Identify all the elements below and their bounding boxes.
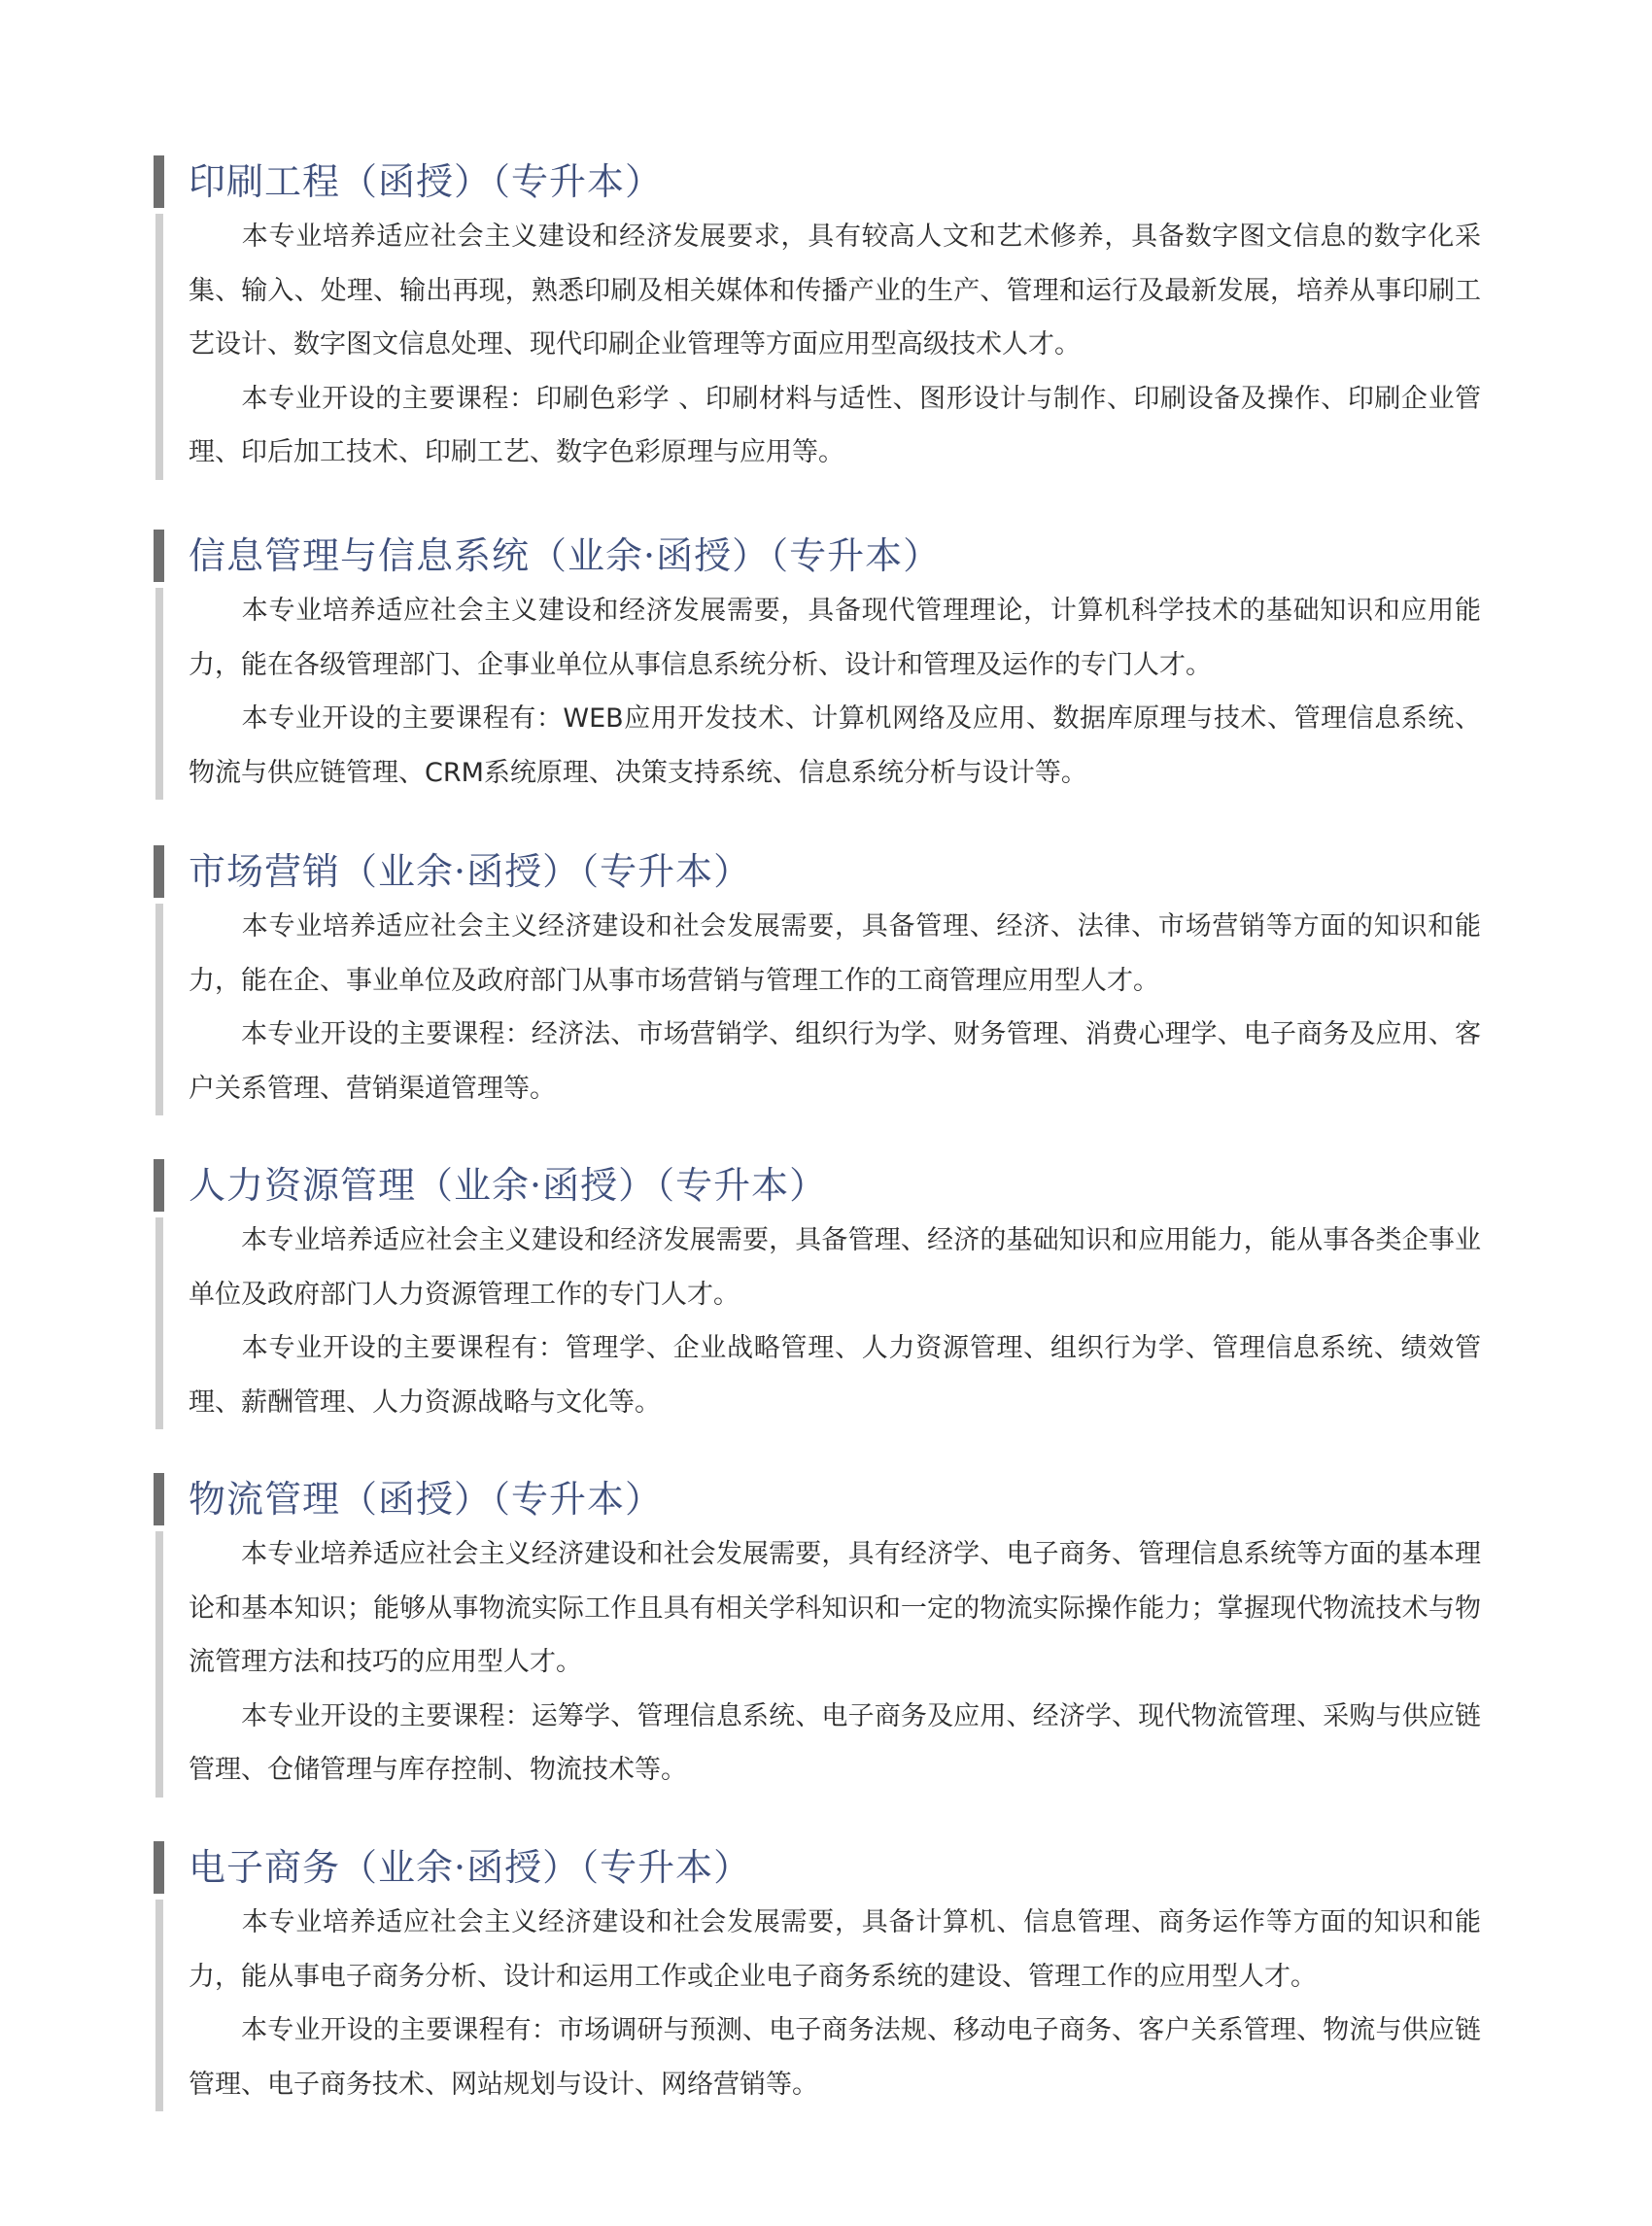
major-description: 本专业培养适应社会主义经济建设和社会发展需要，具备管理、经济、法律、市场营销等方面的知识和能力，能在企、事业单位及政府部门从事市场营销与管理工作的工商管理应用型人才。 <box>189 911 1481 996</box>
major-body <box>154 1527 1481 1798</box>
major-courses: 本专业开设的主要课程有：WEB应用开发技术、计算机网络及应用、数据库原理与技术、管理信息系统、物流与供应链管理、CRM系统原理、决策支持系统、信息系统分析与设计等。 <box>189 703 1481 788</box>
title-accent-bar <box>154 1841 164 1894</box>
major-section <box>154 1471 1481 1798</box>
title-accent-bar <box>154 1159 164 1212</box>
major-section <box>154 1839 1481 2111</box>
major-courses: 本专业开设的主要课程：经济法、市场营销学、组织行为学、财务管理、消费心理学、电子商务及应用、客户关系管理、营销渠道管理等。 <box>189 1019 1481 1104</box>
major-body <box>154 210 1481 480</box>
major-description: 本专业培养适应社会主义建设和经济发展需要，具备管理、经济的基础知识和应用能力，能从事各类企事业单位及政府部门人力资源管理工作的专门人才。 <box>189 1225 1481 1310</box>
major-section <box>154 154 1481 480</box>
major-section <box>154 528 1481 800</box>
major-description: 本专业培养适应社会主义建设和经济发展要求，具有较高人文和艺术修养，具备数字图文信息的数字化采集、输入、处理、输出再现，熟悉印刷及相关媒体和传播产业的生产、管理和运行及最新发展，培养从事印刷工艺设计、数字图文信息处理、现代印刷企业管理等方面应用型高级技术人才。 <box>189 222 1481 360</box>
major-title: 人力资源管理（业余·函授）（专升本） <box>189 1164 828 1207</box>
major-courses: 本专业开设的主要课程：运筹学、管理信息系统、电子商务及应用、经济学、现代物流管理、采购与供应链管理、仓储管理与库存控制、物流技术等。 <box>189 1700 1481 1785</box>
major-title: 信息管理与信息系统（业余·函授）（专升本） <box>189 534 942 577</box>
title-accent-bar <box>154 155 164 208</box>
body-accent-bar <box>155 588 163 800</box>
major-body <box>154 1214 1481 1429</box>
major-title: 物流管理（函授）（专升本） <box>189 1478 664 1521</box>
major-body <box>154 1896 1481 2111</box>
body-accent-bar <box>155 904 163 1115</box>
major-title: 电子商务（业余·函授）（专升本） <box>189 1846 752 1889</box>
major-description: 本专业培养适应社会主义建设和经济发展需要，具备现代管理理论，计算机科学技术的基础知识和应用能力，能在各级管理部门、企事业单位从事信息系统分析、设计和管理及运作的专门人才。 <box>189 596 1481 680</box>
major-courses: 本专业开设的主要课程有：市场调研与预测、电子商务法规、移动电子商务、客户关系管理、物流与供应链管理、电子商务技术、网站规划与设计、网络营销等。 <box>189 2015 1481 2100</box>
major-section <box>154 843 1481 1115</box>
major-title: 市场营销（业余·函授）（专升本） <box>189 850 752 893</box>
body-accent-bar <box>155 214 163 480</box>
title-accent-bar <box>154 530 164 582</box>
major-courses: 本专业开设的主要课程：印刷色彩学 、印刷材料与适性、图形设计与制作、印刷设备及操作、印刷企业管理、印后加工技术、印刷工艺、数字色彩原理与应用等。 <box>189 383 1481 467</box>
major-body <box>154 584 1481 800</box>
body-accent-bar <box>155 1217 163 1429</box>
major-description: 本专业培养适应社会主义经济建设和社会发展需要，具有经济学、电子商务、管理信息系统等方面的基本理论和基本知识；能够从事物流实际工作且具有相关学科知识和一定的物流实际操作能力；掌握现代物流技术与物流管理方法和技巧的应用型人才。 <box>189 1539 1481 1677</box>
major-section <box>154 1157 1481 1429</box>
major-courses: 本专业开设的主要课程有：管理学、企业战略管理、人力资源管理、组织行为学、管理信息系统、绩效管理、薪酬管理、人力资源战略与文化等。 <box>189 1333 1481 1418</box>
major-description: 本专业培养适应社会主义经济建设和社会发展需要，具备计算机、信息管理、商务运作等方面的知识和能力，能从事电子商务分析、设计和运用工作或企业电子商务系统的建设、管理工作的应用型人才。 <box>189 1907 1481 1992</box>
major-body <box>154 900 1481 1115</box>
major-title: 印刷工程（函授）（专升本） <box>189 160 664 203</box>
body-accent-bar <box>155 1531 163 1798</box>
title-accent-bar <box>154 1473 164 1525</box>
body-accent-bar <box>155 1900 163 2111</box>
title-accent-bar <box>154 845 164 898</box>
